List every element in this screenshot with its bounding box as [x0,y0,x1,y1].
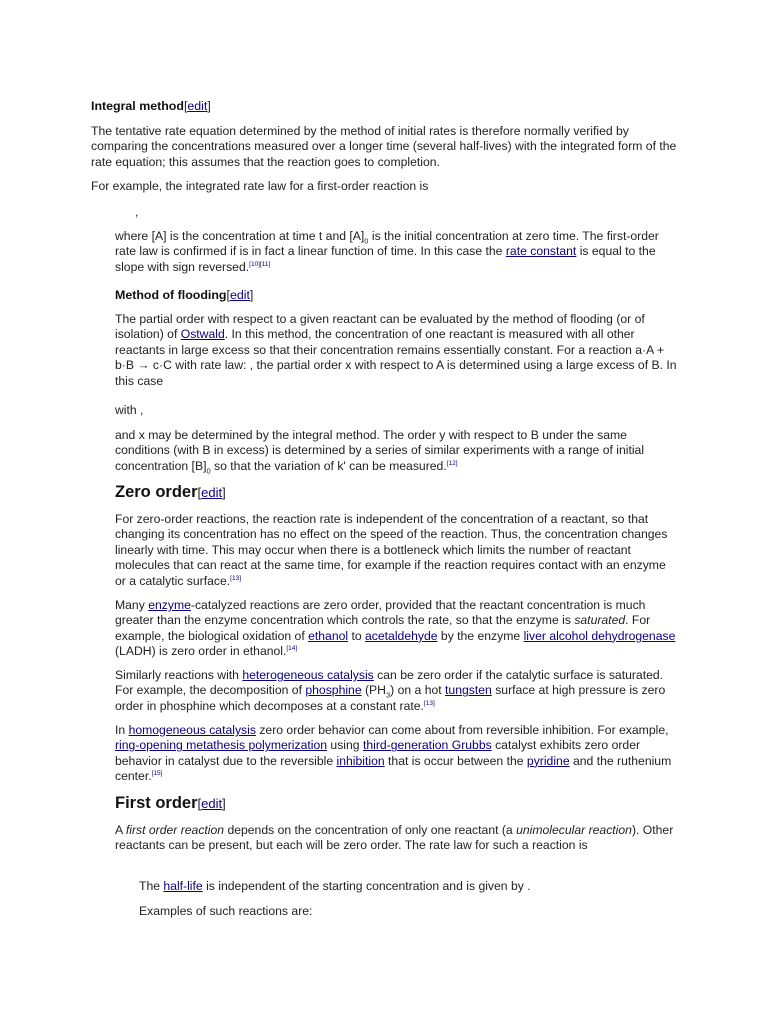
first-edit-link[interactable]: edit [201,796,223,811]
inhibition-link[interactable]: inhibition [336,753,385,768]
zero-order-heading: Zero order[edit] [115,483,226,501]
integral-paragraph-1: The tentative rate equation determined by the method of initial rates is therefore normally verified by comparing the concentrations measured over a longer time (several half-lives) with the integrated form of the rate equation; this assumes that the reaction goes to completion. [91,124,677,169]
half-life-link[interactable]: half-life [163,879,203,893]
flooding-paragraph-1: The partial order with respect to a given reactant can be evaluated by the method of flooding (or of isolation) of Ostwald. In this method, the concentration of one reactant is measured with all other reactants in large excess so that their concentration remains essentially constant. For a reaction a·A + b·B → c·C with rate law: , the partial order x with respect to A is determined using a large excess of B. In this case [115,312,677,388]
rate-constant-link[interactable]: rate constant [505,244,577,259]
phosphine-link[interactable]: phosphine [305,683,362,698]
zero-paragraph-1: For zero-order reactions, the reaction rate is independent of the concentration of a reactant, so that changing its concentration has no effect on the speed of the reaction. Thus, the concentration changes linearly with time. This may occur when there is a bottleneck which limits the number of reactant molecules that can react at the same time, for example if the reaction requires contact with an enzyme or a catalytic surface.[13] [115,512,668,588]
integral-where-paragraph: where [A] is the concentration at time t and $[A]_0$ is the initial concentration at zero time. The first-order rate law is confirmed if is in fact a linear function of time. In this case the rate constant is equal to the slope with sign reversed.[10][11] [115,229,659,274]
ref-12[interactable]: [12] [446,459,458,467]
heterogeneous-catalysis-link[interactable]: heterogeneous catalysis [242,668,374,682]
flooding-edit-link[interactable]: edit [229,288,250,302]
integral-formula-comma: , [135,205,139,219]
liver-alcohol-dehydrogenase-link[interactable]: liver alcohol dehydrogenase [523,628,676,643]
first-order-heading: First order[edit] [115,794,226,812]
homogeneous-catalysis-link[interactable]: homogeneous catalysis [128,723,256,737]
ref-15[interactable]: [15] [151,770,163,778]
zero-paragraph-4: In homogeneous catalysis zero order behavior can come about from reversible inhibition. For example, ring-opening metathesis polymerization using third-generation Grubbs catalyst exhibits zero order behavior in catalyst due to the reversible inhibition that is occur between the pyridine and the ruthenium center.[15] [115,723,672,784]
tungsten-link[interactable]: tungsten [445,683,492,698]
first-paragraph-3: Examples of such reactions are: [139,904,313,918]
grubbs-link[interactable]: third-generation Grubbs [362,738,492,753]
romp-link[interactable]: ring-opening metathesis polymerization [115,738,328,753]
acetaldehyde-link[interactable]: acetaldehyde [365,628,438,643]
integral-edit-link[interactable]: edit [187,99,208,113]
flooding-paragraph-2: and x may be determined by the integral method. The order y with respect to B under the same conditions (with B in excess) is determined by a series of similar experiments with a range of initial concentration $[B]_0$ so that the variation of k' can be measured.[12] [115,428,645,476]
flooding-heading: Method of flooding[edit] [115,288,254,302]
first-paragraph-2: The half-life is independent of the starting concentration and is given by . [139,879,531,893]
flooding-with-line: with , [115,403,144,417]
ethanol-link[interactable]: ethanol [308,628,349,643]
first-paragraph-1: A first order reaction depends on the concentration of only one reactant (a unimolecular reaction). Other reactants can be present, but each will be zero order. The rate law for such a reaction is [115,823,674,853]
ref-13-b[interactable]: [13] [423,699,435,707]
enzyme-link[interactable]: enzyme [148,598,191,612]
zero-edit-link[interactable]: edit [201,485,223,500]
zero-paragraph-3: Similarly reactions with heterogeneous catalysis can be zero order if the catalytic surface is saturated. For example, the decomposition of phosphine $(PH_3)$ on a hot tungsten surface at high pressure is zero order in phosphine which decomposes at a constant rate.[13] [115,668,666,713]
integral-method-heading: Integral method[edit] [91,99,211,113]
ref-13-a[interactable]: [13] [230,574,241,582]
integral-paragraph-2: For example, the integrated rate law for a first-order reaction is [91,179,429,193]
ref-10-11[interactable]: [10][11] [249,260,271,268]
pyridine-link[interactable]: pyridine [526,753,570,768]
zero-paragraph-2: Many enzyme-catalyzed reactions are zero order, provided that the reactant concentration is much greater than the enzyme concentration which controls the rate, so that the enzyme is saturated. For example, the biological oxidation of ethanol to acetaldehyde by the enzyme liver alcohol dehydrogenase (LADH) is zero order in ethanol.[14] [115,598,676,659]
ostwald-link[interactable]: Ostwald [180,327,225,342]
ref-14[interactable]: [14] [286,645,298,653]
